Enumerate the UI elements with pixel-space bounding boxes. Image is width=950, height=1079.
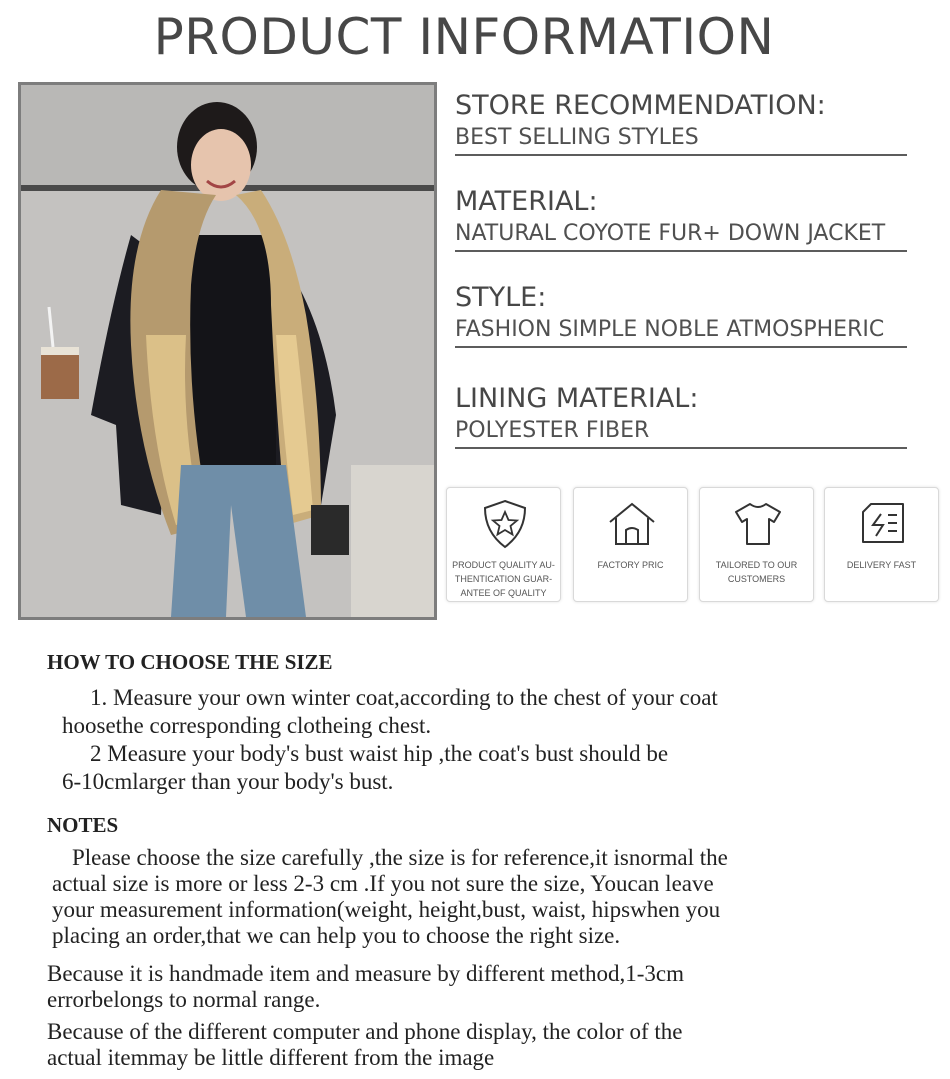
size-guide-line: 6-10cmlarger than your body's bust. xyxy=(62,769,394,794)
display-note-line: actual itemmay be little different from the image xyxy=(47,1045,495,1070)
info-value: POLYESTER FIBER xyxy=(455,418,650,443)
divider xyxy=(455,250,907,252)
page-title: PRODUCT INFORMATION xyxy=(153,8,775,66)
divider xyxy=(455,154,907,156)
handmade-note-line: Because it is handmade item and measure by different method,1-3cm xyxy=(47,961,684,986)
house-icon xyxy=(606,498,658,550)
info-store-recommendation xyxy=(455,90,910,156)
display-note-line: Because of the different computer and phone display, the color of the xyxy=(47,1019,683,1044)
feature-card-delivery xyxy=(824,487,939,602)
info-label: STORE RECOMMENDATION: xyxy=(455,90,826,121)
product-photo xyxy=(18,82,437,620)
divider xyxy=(455,447,907,449)
info-lining-material xyxy=(455,383,910,449)
feature-label: DELIVERY FAST xyxy=(846,560,917,570)
info-label: LINING MATERIAL: xyxy=(455,383,699,414)
notes-heading: NOTES xyxy=(47,813,119,837)
feature-card-tailored xyxy=(699,487,814,602)
info-value: FASHION SIMPLE NOBLE ATMOSPHERIC xyxy=(455,317,885,342)
size-guide-line: 1. Measure your own winter coat,according to the chest of your coat xyxy=(90,685,718,710)
handmade-note-line: errorbelongs to normal range. xyxy=(47,987,321,1012)
info-style xyxy=(455,282,910,348)
feature-label: PRODUCT QUALITY AU- THENTICATION GUAR- ANTEE OF QUALITY xyxy=(452,560,555,598)
size-guide-line: hoosethe corresponding clotheing chest. xyxy=(62,713,432,738)
info-label: STYLE: xyxy=(455,282,547,313)
notes-line: Please choose the size carefully ,the size is for reference,it isnormal the xyxy=(72,845,728,870)
info-material xyxy=(455,186,910,252)
size-guide-line: 2 Measure your body's bust waist hip ,the coat's bust should be xyxy=(90,741,669,766)
info-value: BEST SELLING STYLES xyxy=(455,125,699,150)
notes-line: your measurement information(weight, height,bust, waist, hipswhen you xyxy=(52,897,721,922)
feature-label: FACTORY PRIC xyxy=(597,560,664,570)
size-guide-heading: HOW TO CHOOSE THE SIZE xyxy=(47,650,333,674)
feature-card-quality xyxy=(446,487,561,602)
divider xyxy=(455,346,907,348)
battery-bolt-icon xyxy=(857,498,909,550)
notes-line: placing an order,that we can help you to choose the right size. xyxy=(52,923,621,948)
notes-line: actual size is more or less 2-3 cm .If you not sure the size, Youcan leave xyxy=(52,871,714,896)
shield-star-icon xyxy=(479,498,531,550)
feature-card-factory-price xyxy=(573,487,688,602)
feature-label: TAILORED TO OUR CUSTOMERS xyxy=(715,560,798,584)
info-value: NATURAL COYOTE FUR+ DOWN JACKET xyxy=(455,221,886,246)
info-label: MATERIAL: xyxy=(455,186,598,217)
tshirt-icon xyxy=(732,498,784,550)
